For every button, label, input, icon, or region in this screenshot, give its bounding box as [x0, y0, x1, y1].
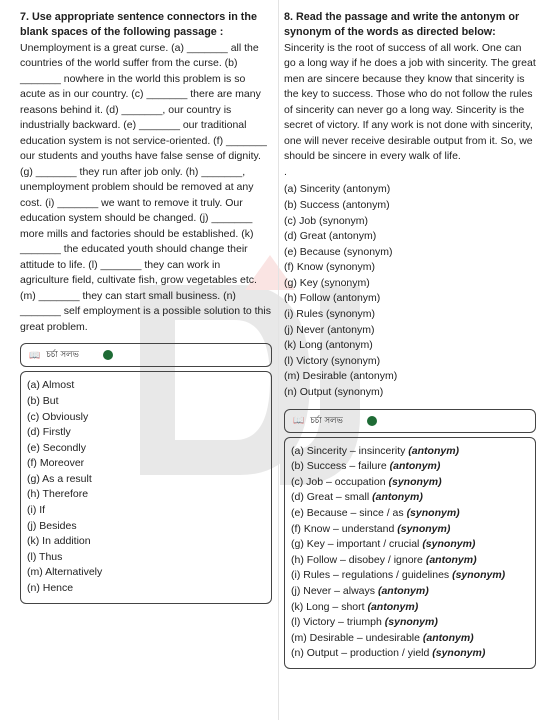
answer-item: (l) Thus: [27, 550, 63, 563]
answer-item: [291, 600, 529, 616]
answer-text: (m) Desirable – undesirable: [291, 631, 420, 644]
word-item: (l) Victory (synonym): [284, 354, 381, 367]
solution-label: চর্চা সলভ: [46, 350, 79, 361]
answer-type: (antonym): [377, 584, 429, 597]
word-item: (a) Sincerity (antonym): [284, 183, 391, 196]
right-column: [284, 10, 536, 669]
answer-text: (a) Sincerity – insincerity: [291, 444, 406, 457]
solution-box-8: [284, 437, 536, 669]
answer-item: (n) Hence: [27, 582, 74, 595]
answer-text: (b) Success – failure: [291, 460, 387, 473]
solution-header-7: [20, 343, 272, 367]
word-item: (e) Because (synonym): [284, 245, 393, 258]
solution-label: চর্চা সলভ: [310, 415, 343, 426]
word-item: (b) Success (antonym): [284, 198, 390, 211]
solution-box-7: [20, 371, 272, 603]
answer-item: [291, 615, 529, 631]
solution-header-8: [284, 409, 536, 433]
answer-text: (f) Know – understand: [291, 522, 395, 535]
answer-item: [291, 646, 529, 662]
answer-item: (e) Secondly: [27, 441, 86, 454]
answer-text: (i) Rules – regulations / guidelines: [291, 569, 450, 582]
word-item: (f) Know (synonym): [284, 261, 376, 274]
word-item: (c) Job (synonym): [284, 214, 369, 227]
answer-item: (f) Moreover: [27, 457, 85, 470]
answer-item: [291, 584, 529, 600]
answer-type: (antonym): [367, 600, 419, 613]
word-list-8: [284, 182, 536, 400]
answer-type: (synonym): [397, 522, 451, 535]
word-item: (n) Output (synonym): [284, 386, 384, 399]
status-dot: [103, 350, 113, 360]
word-item: (i) Rules (synonym): [284, 308, 376, 321]
answer-list-7: [27, 378, 265, 596]
answer-item: [291, 444, 529, 460]
answer-text: (g) Key – important / crucial: [291, 538, 420, 551]
left-column: [20, 10, 272, 604]
answer-type: (synonym): [388, 475, 442, 488]
column-divider: [278, 0, 279, 720]
answer-type: (synonym): [384, 616, 438, 629]
answer-item: [291, 475, 529, 491]
answer-text: (k) Long – short: [291, 600, 365, 613]
answer-item: (g) As a result: [27, 472, 92, 485]
answer-item: (j) Besides: [27, 519, 77, 532]
answer-list-8: [291, 444, 529, 662]
answer-item: (i) If: [27, 504, 46, 517]
answer-text: (n) Output – production / yield: [291, 647, 430, 660]
answer-item: (d) Firstly: [27, 426, 71, 439]
answer-item: (m) Alternatively: [27, 566, 103, 579]
answer-text: (d) Great – small: [291, 491, 370, 504]
book-icon: 📖: [293, 415, 305, 426]
question-7-passage: Unemployment is a great curse. (a) _______ all the countries of the world suffer from the curse. (b) _______ nowhere in the world this problem is so acute as in our country. (c) _______ there are many reasons behind it. (d) _______, our country is industrially backward. (e) _______ our traditional education system is not service-oriented. (f) _______ our students and youths have false sense of dignity. (g) _______ they run after job only. (h) _______, unemployment problem should be removed at any cost. (i) _______ we want to remove it truly. Our education system should be changed. (j) _______ more mills and factories should be established. (k) _______ the educated youth should change their attitude to life. (l) _______ they can work in agriculture field, cultivate fish, grow vegetables etc. (m) _______ they can start small business. (n) _______ self employment is a possible solution to this great problem.: [20, 41, 271, 333]
answer-item: (c) Obviously: [27, 410, 89, 423]
word-item: (m) Desirable (antonym): [284, 370, 398, 383]
answer-type: (synonym): [406, 507, 460, 519]
answer-type: (synonym): [432, 647, 486, 660]
status-dot: [367, 416, 377, 426]
answer-type: (synonym): [422, 538, 476, 551]
answer-type: (synonym): [452, 569, 506, 582]
answer-item: [291, 459, 529, 475]
answer-type: (antonym): [422, 631, 474, 644]
answer-text: (l) Victory – triumph: [291, 616, 382, 629]
answer-item: [291, 490, 529, 506]
answer-type: (antonym): [372, 491, 423, 504]
question-8-passage: Sincerity is the root of success of all work. One can go a long way if he does a job with sincerity. The great men are sincere because they know that sincerity is the key to success. Those who do not follow the rules of sincerity can never go a long way. Sincerity is the secret of victory. If any work is not done with sincerity, one will never receive desirable output from it. So, we should be sincere in every walk of life.: [284, 41, 536, 163]
answer-item: (h) Therefore: [27, 488, 89, 501]
word-item: (d) Great (antonym): [284, 230, 377, 243]
answer-type: (antonym): [408, 444, 460, 457]
answer-item: [291, 553, 529, 569]
question-7-title: 7. Use appropriate sentence connectors in the blank spaces of the following passage :: [20, 11, 257, 39]
answer-type: (antonym): [389, 460, 441, 473]
answer-text: (j) Never – always: [291, 584, 376, 597]
answer-item: (a) Almost: [27, 379, 75, 392]
question-8-title: 8. Read the passage and write the antonym or synonym of the words as directed below:: [284, 11, 520, 39]
answer-item: [291, 631, 529, 647]
word-item: (h) Follow (antonym): [284, 292, 381, 305]
word-item: (j) Never (antonym): [284, 323, 375, 336]
word-item: (k) Long (antonym): [284, 339, 373, 352]
answer-type: (antonym): [425, 553, 477, 566]
answer-item: [291, 522, 529, 538]
answer-text: (e) Because – since / as: [291, 507, 404, 519]
stray-dot: .: [284, 165, 287, 178]
answer-item: [291, 537, 529, 553]
answer-text: (c) Job – occupation: [291, 475, 386, 488]
word-item: (g) Key (synonym): [284, 276, 370, 289]
answer-item: (k) In addition: [27, 535, 91, 548]
answer-item: [291, 506, 529, 522]
answer-item: (b) But: [27, 394, 59, 407]
answer-text: (h) Follow – disobey / ignore: [291, 553, 423, 566]
answer-item: [291, 568, 529, 584]
book-icon: 📖: [29, 349, 41, 360]
